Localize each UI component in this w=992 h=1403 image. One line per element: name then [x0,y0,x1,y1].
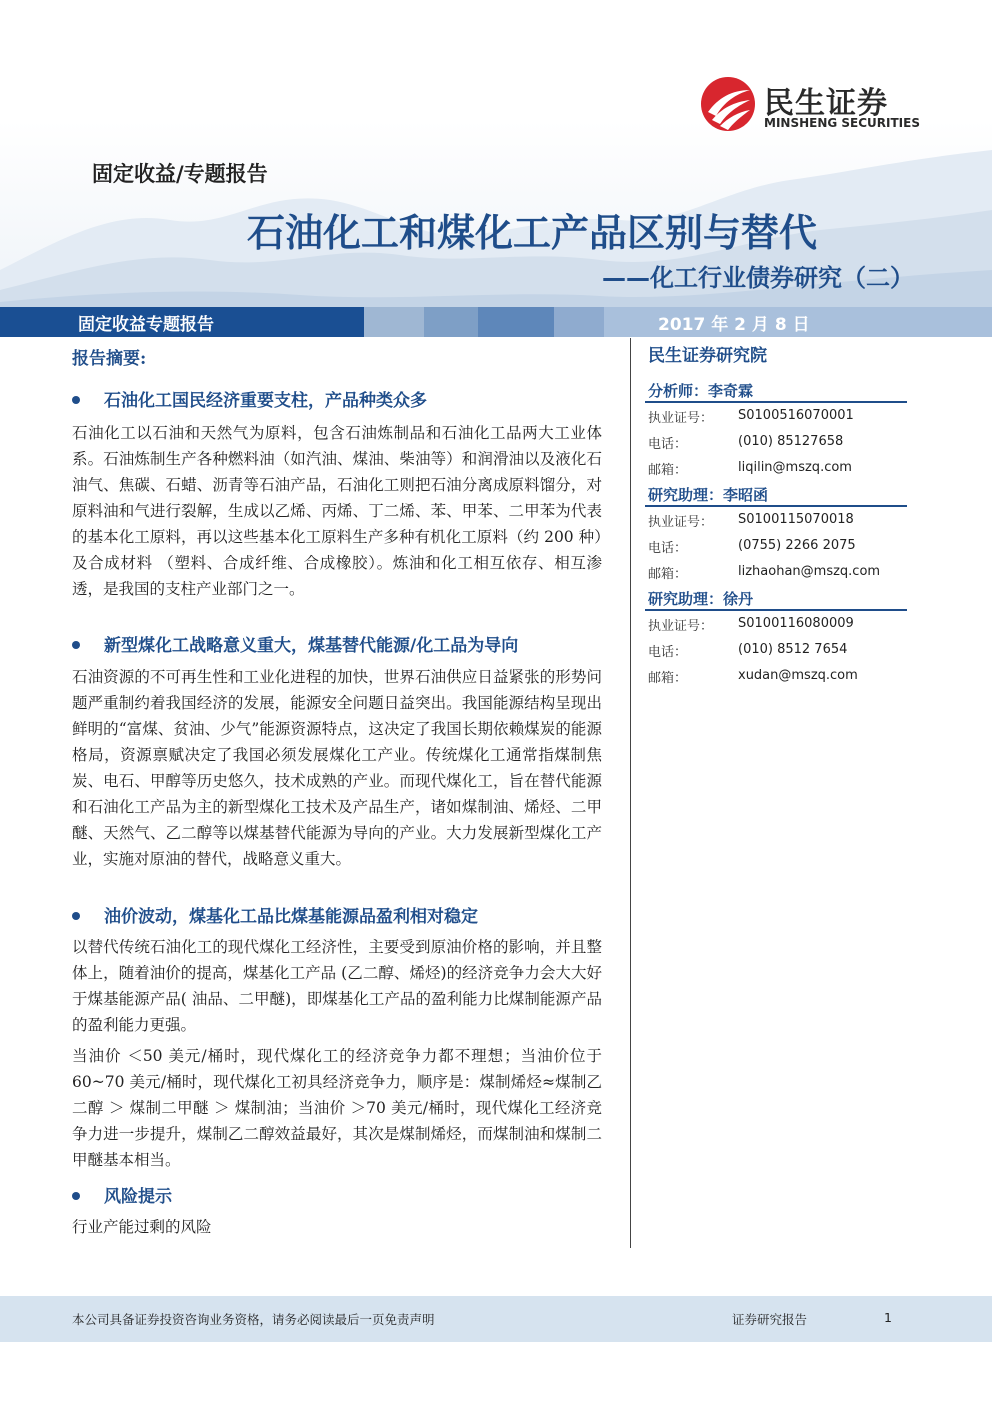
header-bar-segment [364,307,424,337]
license-label: 执业证号： [648,619,714,634]
summary-heading: 报告摘要: [72,349,147,369]
report-title: 石油化工和煤化工产品区别与替代 [246,211,817,255]
role-underline [645,505,907,507]
report-subtitle: ——化工行业债券研究（二） [602,264,914,292]
header-bar [0,307,992,337]
section-heading-text: 风险提示 [104,1187,172,1207]
email-label: 邮箱： [648,567,688,582]
phone-number: (010) 85127658 [738,434,844,449]
analyst-role: 分析师：李奇霖 [648,382,754,400]
phone-label: 电话： [648,541,688,556]
section-heading [72,631,518,656]
header-bar-label: 固定收益专题报告 [78,315,214,335]
bullet-icon [72,396,80,404]
phone-number: (010) 8512 7654 [738,642,848,657]
email-link[interactable]: lizhaohan@mszq.com [738,564,881,579]
company-logo [700,76,930,136]
assistant-role: 研究助理：李昭函 [648,486,769,504]
report-date: 2017 年 2 月 8 日 [658,315,810,335]
bullet-icon [72,912,80,920]
section-heading [72,1182,172,1207]
assistant-role: 研究助理：徐丹 [648,590,754,608]
license-number: S0100516070001 [738,408,854,423]
page-number: 1 [884,1310,892,1325]
phone-label: 电话： [648,437,688,452]
section-paragraph: 行业产能过剩的风险 [72,1218,212,1236]
section-heading-text: 新型煤化工战略意义重大，煤基替代能源/化工品为导向 [104,636,519,656]
section-heading-text: 石油化工国民经济重要支柱，产品种类众多 [104,391,427,411]
header-bar-segment [478,307,554,337]
phone-number: (0755) 2266 2075 [738,538,856,553]
logo-chinese-name: 民生证券 [764,86,888,121]
phone-label: 电话： [648,645,688,660]
section-paragraph: 当油价 ＜50 美元/桶时，现代煤化工的经济竞争力都不理想；当油价位于 60~70 美元/桶时，现代煤化工初具经济竞争力，顺序是：煤制烯烃≈煤制乙二醇 ＞ 煤制二甲醚 ＞ 煤制油；当油价 ＞70 美元/桶时，现代煤化工经济竞争力进一步提升，煤制乙二醇效益最好，其次是煤制烯烃，而煤制油和煤制二甲醚基本相当。 [72,1047,602,1169]
research-institute: 民生证券研究院 [648,346,767,366]
license-number: S0100115070018 [738,512,854,527]
section-heading-text: 油价波动，煤基化工品比煤基能源品盈利相对稳定 [104,907,478,927]
section-heading [72,902,478,927]
email-link[interactable]: liqilin@mszq.com [738,460,852,475]
email-label: 邮箱： [648,671,688,686]
section-paragraph: 以替代传统石油化工的现代煤化工经济性，主要受到原油价格的影响，并且整体上，随着油价的提高，煤基化工产品 (乙二醇、烯烃)的经济竞争力会大大好于煤基能源产品( 油品、二甲醚)，即煤基化工产品的盈利能力比煤制能源产品的盈利能力更强。 [72,938,602,1034]
role-underline [645,609,907,611]
email-label: 邮箱： [648,463,688,478]
bullet-icon [72,1192,80,1200]
section-paragraph: 石油资源的不可再生性和工业化进程的加快，世界石油供应日益紧张的形势问题严重制约着我国经济的发展，能源安全问题日益突出。我国能源结构呈现出鲜明的“富煤、贫油、少气”能源资源特点，这决定了我国长期依赖煤炭的能源格局，资源禀赋决定了我国必须发展煤化工产业。传统煤化工通常指煤制焦炭、电石、甲醇等历史悠久，技术成熟的产业。而现代煤化工，旨在替代能源和石油化工产品为主的新型煤化工技术及产品生产，诸如煤制油、烯烃、二甲醚、天然气、乙二醇等以煤基替代能源为导向的产业。大力发展新型煤化工产业，实施对原油的替代，战略意义重大。 [72,668,602,868]
license-label: 执业证号： [648,411,714,426]
bullet-icon [72,641,80,649]
footer-disclaimer: 本公司具备证券投资咨询业务资格，请务必阅读最后一页免责声明 [72,1312,435,1327]
license-number: S0100116080009 [738,616,854,631]
column-divider [630,338,631,1248]
section-heading [72,386,427,411]
role-underline [645,401,907,403]
page-footer [0,1296,992,1342]
footer-report-type: 证券研究报告 [732,1312,808,1327]
header-bar-segment [554,307,604,337]
report-category: 固定收益/专题报告 [92,161,268,186]
email-link[interactable]: xudan@mszq.com [738,668,858,683]
section-paragraph: 石油化工以石油和天然气为原料，包含石油炼制品和石油化工品两大工业体系。石油炼制生产各种燃料油（如汽油、煤油、柴油等）和润滑油以及液化石油气、焦碳、石蜡、沥青等石油产品，石油化工则把石油分离成原料馏分，对原料油和气进行裂解，生成以乙烯、丙烯、丁二烯、苯、甲苯、二甲苯为代表的基本化工原料，再以这些基本化工原料生产多种有机化工原料（约 200 种）及合成材料 （塑料、合成纤维、合成橡胶）。炼油和化工相互依存、相互渗透，是我国的支柱产业部门之一。 [72,424,602,598]
logo-english-name: MINSHENG SECURITIES [764,116,920,130]
license-label: 执业证号： [648,515,714,530]
minsheng-logo-icon [700,76,756,132]
header-bar-segment [424,307,478,337]
